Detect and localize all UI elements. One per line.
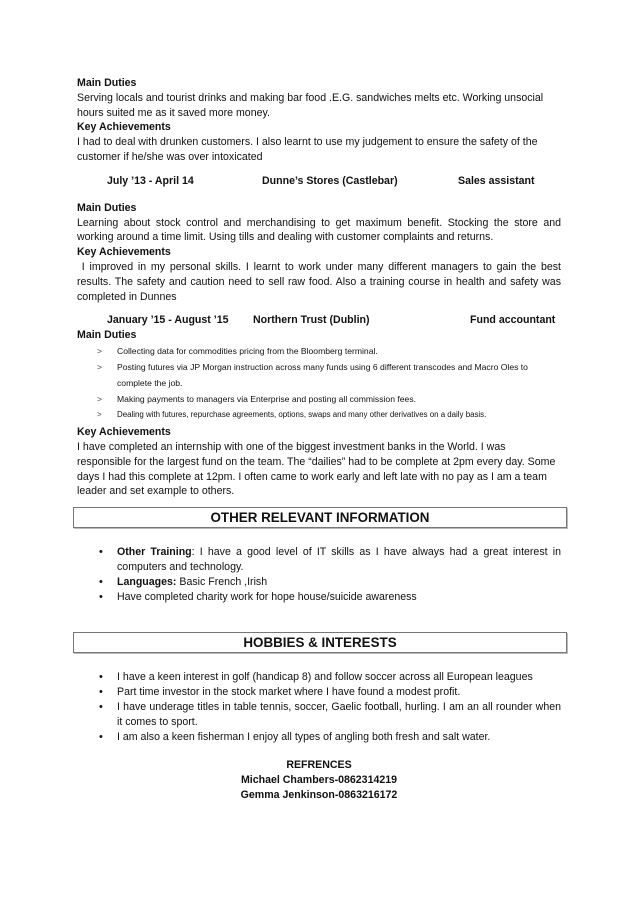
bullet-icon: • <box>99 700 103 713</box>
northern-trust-duties-heading: Main Duties <box>77 329 137 342</box>
dunnes-achievements-text: I improved in my personal skills. I learnt to work under many different managers to gain the best results. The safety and caution need to sell raw food. Also a training course in health and safety was completed in Dunnes <box>77 260 564 303</box>
arrow-bullet-icon: > <box>97 410 102 420</box>
northern-trust-job-header <box>77 313 561 328</box>
list-item: • Part time investor in the stock market where I have found a modest profit. <box>99 686 461 699</box>
northern-trust-duties-list <box>77 344 561 423</box>
cv-content <box>77 76 564 803</box>
other-info-section-title: OTHER RELEVANT INFORMATION <box>73 507 567 528</box>
reference-line: Gemma Jenkinson-0863216172 <box>240 788 398 801</box>
list-item: > Dealing with futures, repurchase agreements, options, swaps and many other derivatives on a daily basis. <box>77 407 561 423</box>
bar-achievements-text: I had to deal with drunken customers. I also learnt to use my judgement to ensure the safety of the customer if he/she was over intoxicated <box>77 136 538 163</box>
dunnes-duties-heading: Main Duties <box>77 201 137 214</box>
dunnes-duties-text: Learning about stock control and merchandising to get maximum benefit. Stocking the store and working around a time limit. Using tills and dealing with customer complaints and returns. <box>77 216 561 244</box>
dunnes-dates: July ’13 - April 14 <box>107 174 194 187</box>
list-item: • I have a keen interest in golf (handicap 8) and follow soccer across all European leagues <box>99 671 533 684</box>
northern-trust-dates: January ’15 - August ’15 <box>107 314 229 327</box>
list-item: • I have underage titles in table tennis, soccer, Gaelic football, hurling. I am an all rounder when it comes to sport. <box>99 700 561 728</box>
hobbies-list <box>77 670 561 744</box>
arrow-bullet-icon: > <box>97 361 103 372</box>
list-item: > Posting futures via JP Morgan instruction across many funds using 6 different transcodes and Macro Oles to complete the job. <box>97 361 528 388</box>
list-item: > Making payments to managers via Enterprise and posting all commission fees. <box>77 392 561 408</box>
dunnes-achievements-heading: Key Achievements <box>77 246 171 259</box>
arrow-bullet-icon: > <box>97 393 103 404</box>
dunnes-role: Sales assistant <box>458 174 535 187</box>
arrow-bullet-icon: > <box>97 346 103 357</box>
list-item: • Have completed charity work for hope house/suicide awareness <box>99 590 417 603</box>
bar-duties-heading: Main Duties <box>77 77 137 89</box>
other-info-list <box>77 545 561 604</box>
reference-line: Michael Chambers-0862314219 <box>240 774 398 787</box>
bullet-icon: • <box>99 686 103 699</box>
bullet-icon: • <box>99 575 103 588</box>
list-item: • I am also a keen fisherman I enjoy all types of angling both fresh and salt water. <box>99 730 491 743</box>
northern-trust-employer: Northern Trust (Dublin) <box>253 314 370 327</box>
bullet-icon: • <box>99 730 103 743</box>
bullet-icon: • <box>99 590 103 603</box>
bar-achievements-heading: Key Achievements <box>77 121 171 134</box>
list-item: • Languages: Basic French ,Irish <box>99 575 268 588</box>
list-item: > Collecting data for commodities pricing from the Bloomberg terminal. <box>77 344 561 360</box>
bullet-icon: • <box>99 546 103 559</box>
northern-trust-role: Fund accountant <box>470 314 556 327</box>
references-heading: REFRENCES <box>286 759 352 772</box>
bullet-icon: • <box>99 671 103 684</box>
dunnes-employer: Dunne’s Stores (Castlebar) <box>262 174 398 187</box>
northern-trust-achievements-heading: Key Achievements <box>77 426 171 439</box>
dunnes-job-header <box>77 174 561 189</box>
hobbies-section-title: HOBBIES & INTERESTS <box>73 632 567 653</box>
bar-duties-text: Serving locals and tourist drinks and making bar food .E.G. sandwiches melts etc. Working unsocial hours suited me as it saved more money. <box>77 91 544 119</box>
list-item: • Other Training: I have a good level of IT skills as I have always had a great interest in computers and technology. <box>99 546 561 573</box>
northern-trust-achievements-text: I have completed an internship with one of the biggest investment banks in the World. I was responsible for the largest fund on the team. The “dailies” had to be complete at 2pm every day. Some days I had this complete at 12pm. I often came to work early and left late with no pay as I am a team leader and set example to others. <box>77 440 556 498</box>
